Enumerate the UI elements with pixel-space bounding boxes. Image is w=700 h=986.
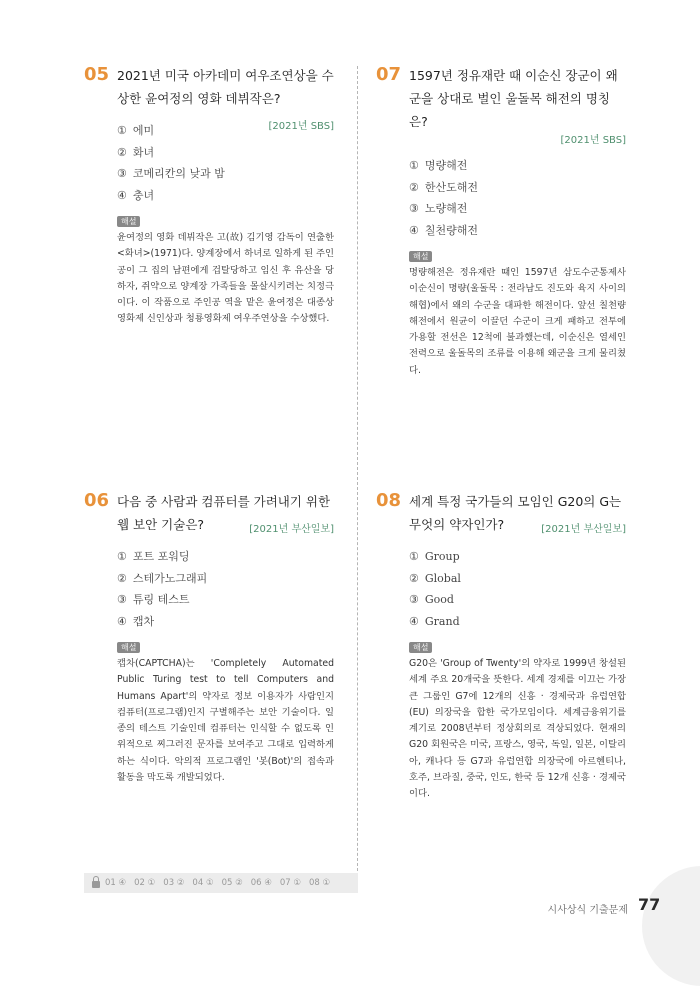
option-1: ① 에미 [117, 124, 155, 137]
option-4: ④ 충녀 [117, 188, 155, 202]
answer-key-item: 02 ① [134, 878, 156, 888]
page-number: 77 [638, 895, 661, 914]
options-list [117, 546, 334, 632]
answer-key-item: 05 ② [221, 878, 243, 888]
explanation-badge: 해설 [117, 642, 140, 653]
options-list [409, 155, 626, 241]
question-number: 07 [376, 64, 402, 85]
question-number: 06 [84, 490, 110, 511]
option-1: ① Group [409, 550, 460, 563]
option-2: ② 한산도해전 [409, 180, 479, 194]
option-1: ① 포트 포워딩 [117, 550, 190, 563]
explanation-text: 캡차(CAPTCHA)는 'Completely Automated Public Turing test to tell Computers and Humans Apart'의 약자로 정보 이용자가 사람인지 컴퓨터(프로그램)인지 구별해주는 보안 기술이다. 일종의 테스트 기술인데 컴퓨터는 인식할 수 없도록 인위적으로 찌그러진 문자를 보여주고 그대로 입력하게 하는 식이다. 악의적 프로그램인 '봇(Bot)'의 접속과 활동을 막도록 개발되었다. [117, 658, 334, 784]
question-text: 1597년 정유재란 때 이순신 장군이 왜군을 상대로 벌인 울돌목 해전의 명칭은? [409, 68, 618, 129]
explanation-badge: 해설 [409, 642, 432, 653]
decorative-circle [642, 866, 700, 986]
question-text: 세계 특정 국가들의 모임인 G20의 G는 무엇의 약자인가? [409, 494, 622, 532]
option-3: ③ 튜링 테스트 [117, 593, 190, 606]
option-2: ② 화녀 [117, 145, 155, 159]
explanation-badge: 해설 [117, 216, 140, 227]
option-4: ④ 캡차 [117, 614, 155, 628]
answer-key-item: 04 ① [192, 878, 214, 888]
answer-key-item: 01 ④ [105, 878, 127, 888]
option-4: ④ Grand [409, 614, 460, 628]
question-text: 다음 중 사람과 컴퓨터를 가려내기 위한 웹 보안 기술은? [117, 494, 331, 532]
lock-icon [92, 881, 100, 888]
option-4: ④ 칠천량해전 [409, 223, 479, 237]
question-source: [2021년 부산일보] [249, 524, 334, 535]
question-source: [2021년 SBS] [560, 135, 626, 146]
explanation-text: 명량해전은 정유재란 때인 1597년 삼도수군통제사 이순신이 명량(울돌목 : 전라남도 진도와 육지 사이의 해협)에서 왜의 수군을 대파한 해전이다. 앞선 칠천량해전에서 원균이 이끌던 수군이 크게 패하고 전투에 가용할 전선은 12척에 불과했는데, 이순신은 열세인 전력으로 울돌목의 조류를 이용해 왜군을 크게 물리쳤다. [409, 267, 626, 376]
answer-key-item: 08 ① [308, 878, 331, 888]
answer-key-item: 03 ② [163, 878, 185, 888]
footer-section-title: 시사상식 기출문제 [547, 905, 628, 916]
option-3: ③ 코메리칸의 낮과 밤 [117, 167, 225, 180]
question-source: [2021년 SBS] [268, 121, 334, 132]
question-title [409, 490, 626, 536]
question-number: 05 [84, 64, 110, 85]
question-source: [2021년 부산일보] [541, 524, 626, 535]
question-number: 08 [376, 490, 402, 511]
explanation-text: G20은 'Group of Twenty'의 약자로 1999년 창설된 세계 주요 20개국을 뜻한다. 세계 경제를 이끄는 가장 큰 그룹인 G7에 12개의 신흥 · 경제국과 유럽연합(EU) 의장국을 합한 국가모임이다. 세계금융위기를 계기로 2008년부터 정상회의로 격상되었다. 현재의 G20 회원국은 미국, 프랑스, 영국, 독일, 일본, 이탈리아, 캐나다 등 G7과 유럽연합 의장국에 아르헨티나, 호주, 브라질, 중국, 인도, 한국 등 12개 신흥 · 경제국이다. [409, 658, 626, 800]
question-text: 2021년 미국 아카데미 여우조연상을 수상한 윤여정의 영화 데뷔작은? [117, 68, 334, 106]
option-3: ③ 노량해전 [409, 202, 468, 215]
option-2: ② Global [409, 571, 461, 585]
answer-key-item: 07 ① [279, 878, 301, 888]
column-divider [357, 66, 358, 886]
option-3: ③ Good [409, 593, 454, 606]
explanation-text: 윤여정의 영화 데뷔작은 고(故) 김기영 감독이 연출한 <화녀>(1971)다. 양계장에서 하녀로 일하게 된 주인공이 그 집의 남편에게 겁탈당하고 임신 후 유산을 당하자, 쥐약으로 양계장 가족들을 몰살시키려는 치정극이다. 이 작품으로 주인공 역을 맡은 윤여정은 대종상영화제 신인상과 청룡영화제 여우주연상을 수상했다. [117, 232, 334, 325]
question-title [117, 490, 334, 536]
explanation-badge: 해설 [409, 251, 432, 262]
answer-key-item: 06 ④ [250, 878, 272, 888]
answer-key [84, 873, 358, 893]
option-1: ① 명량해전 [409, 159, 468, 172]
option-2: ② 스테가노그래피 [117, 571, 208, 585]
options-list [409, 546, 626, 632]
